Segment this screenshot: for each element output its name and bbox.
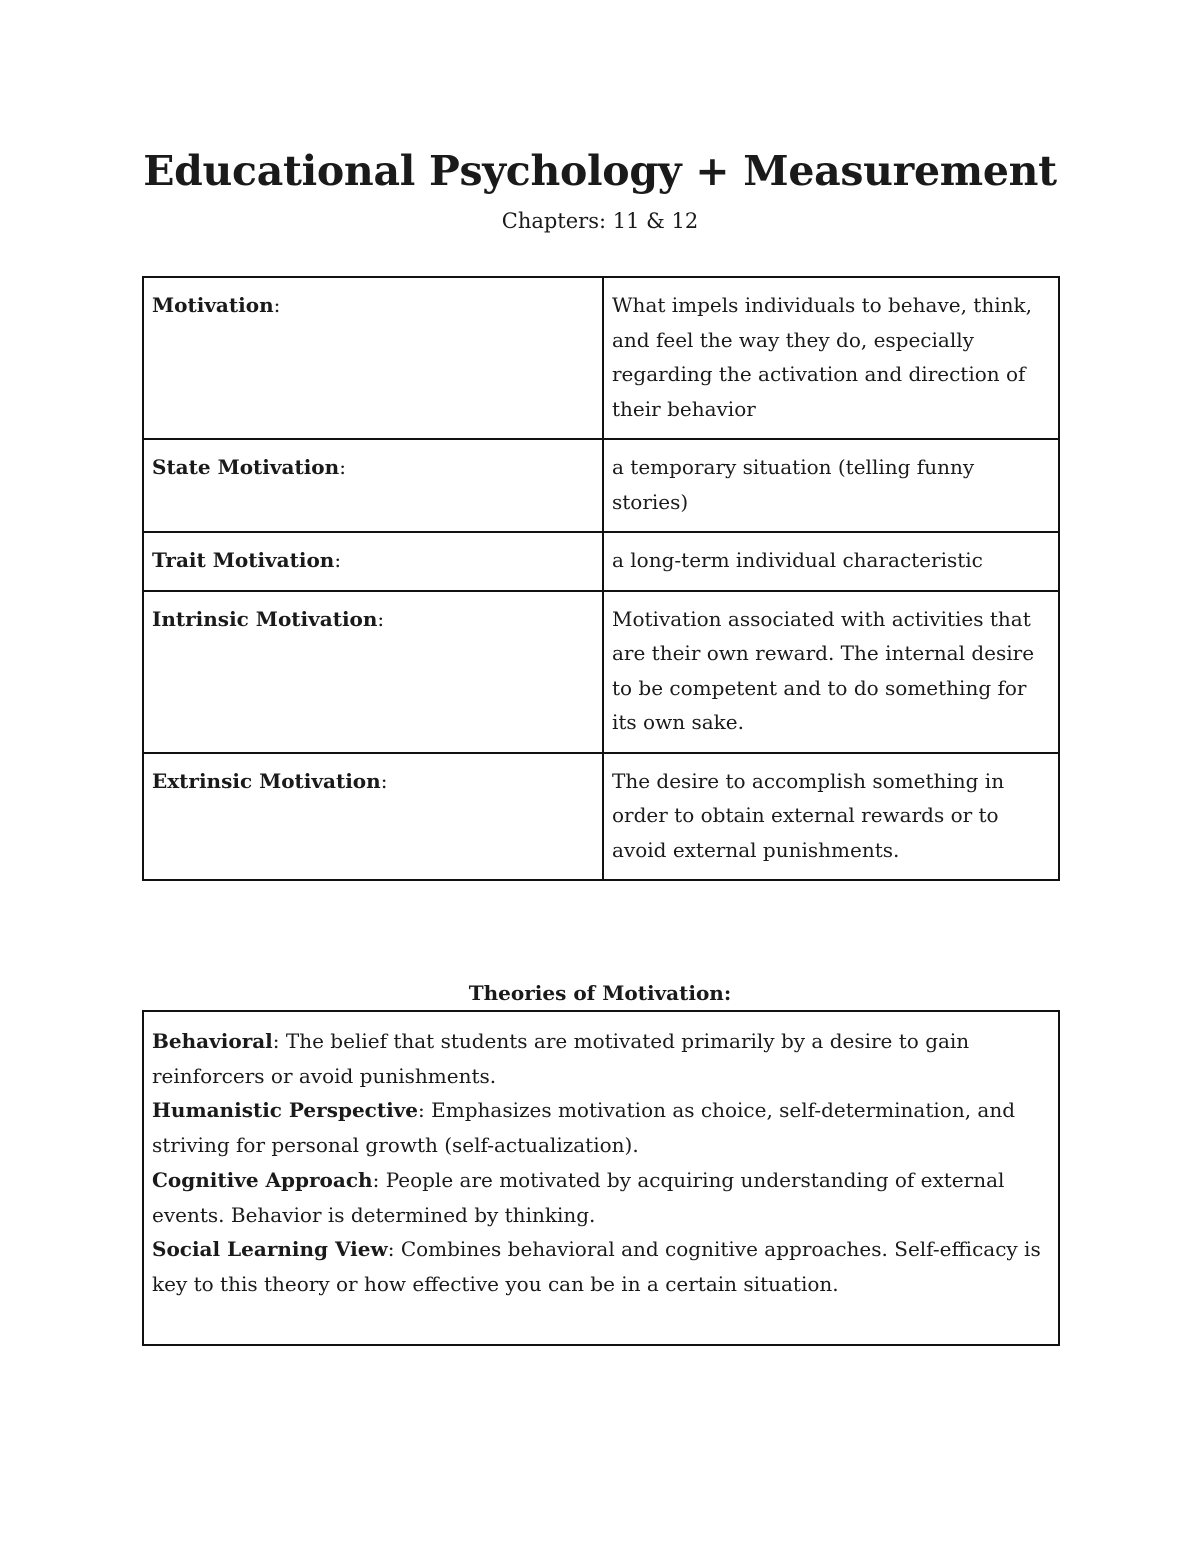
term-label: State Motivation — [152, 455, 340, 479]
theory-text: Combines behavioral and cognitive approaches. Self-efficacy is key to this theory or how effective you can be in a certain situation. — [152, 1237, 1041, 1296]
theory-name: Social Learning View — [152, 1237, 388, 1262]
table-row — [143, 532, 1059, 591]
theories-heading: Theories of Motivation: — [468, 981, 732, 1005]
theory-name: Cognitive Approach — [152, 1167, 373, 1192]
term-label: Trait Motivation — [152, 548, 335, 572]
theory-name: Humanistic Perspective — [152, 1098, 419, 1123]
definition-cell: a temporary situation (telling funny stories) — [603, 439, 1059, 532]
term-cell: Extrinsic Motivation: — [143, 753, 603, 881]
term-label: Intrinsic Motivation — [152, 606, 378, 631]
term-label: Extrinsic Motivation — [152, 768, 381, 793]
term-label: Motivation — [152, 293, 274, 317]
theory-name: Behavioral — [152, 1029, 273, 1053]
table-row — [143, 277, 1059, 439]
definition-cell: Motivation associated with activities that are their own reward. The internal desire to be competent and to do something for its own sake. — [603, 591, 1059, 753]
definition-cell: The desire to accomplish something in order to obtain external rewards or to avoid external punishments. — [603, 753, 1059, 881]
definitions-table — [142, 276, 1060, 881]
page-title: Educational Psychology + Measurement — [143, 147, 1057, 195]
theory-text: People are motivated by acquiring understanding of external events. Behavior is determined by thinking. — [152, 1167, 1005, 1227]
theories-box — [142, 1010, 1060, 1346]
theory-text: The belief that students are motivated primarily by a desire to gain reinforcers or avoid punishments. — [152, 1029, 970, 1088]
theory-item-humanistic: Humanistic Perspective: Emphasizes motivation as choice, self-determination, and striving for personal growth (self-actualization). — [152, 1098, 1016, 1158]
theory-item-social-learning: Social Learning View: Combines behavioral and cognitive approaches. Self-efficacy is key to this theory or how effective you can be in a certain situation. — [152, 1237, 1041, 1296]
theory-item-behavioral: Behavioral: The belief that students are motivated primarily by a desire to gain reinforcers or avoid punishments. — [152, 1029, 970, 1088]
table-row — [143, 591, 1059, 753]
term-cell: State Motivation: — [143, 439, 603, 532]
table-row — [143, 439, 1059, 532]
definition-cell: What impels individuals to behave, think, and feel the way they do, especially regarding the activation and direction of their behavior — [603, 277, 1059, 439]
theory-item-cognitive: Cognitive Approach: People are motivated by acquiring understanding of external events. Behavior is determined by thinking. — [152, 1167, 1005, 1227]
theory-text: Emphasizes motivation as choice, self-determination, and striving for personal growth (self-actualization). — [152, 1098, 1016, 1158]
term-cell: Intrinsic Motivation: — [143, 591, 603, 753]
term-cell: Trait Motivation: — [143, 532, 603, 591]
definition-cell: a long-term individual characteristic — [603, 532, 1059, 591]
term-cell: Motivation: — [143, 277, 603, 439]
table-row — [143, 753, 1059, 881]
page-subtitle: Chapters: 11 & 12 — [501, 209, 699, 233]
